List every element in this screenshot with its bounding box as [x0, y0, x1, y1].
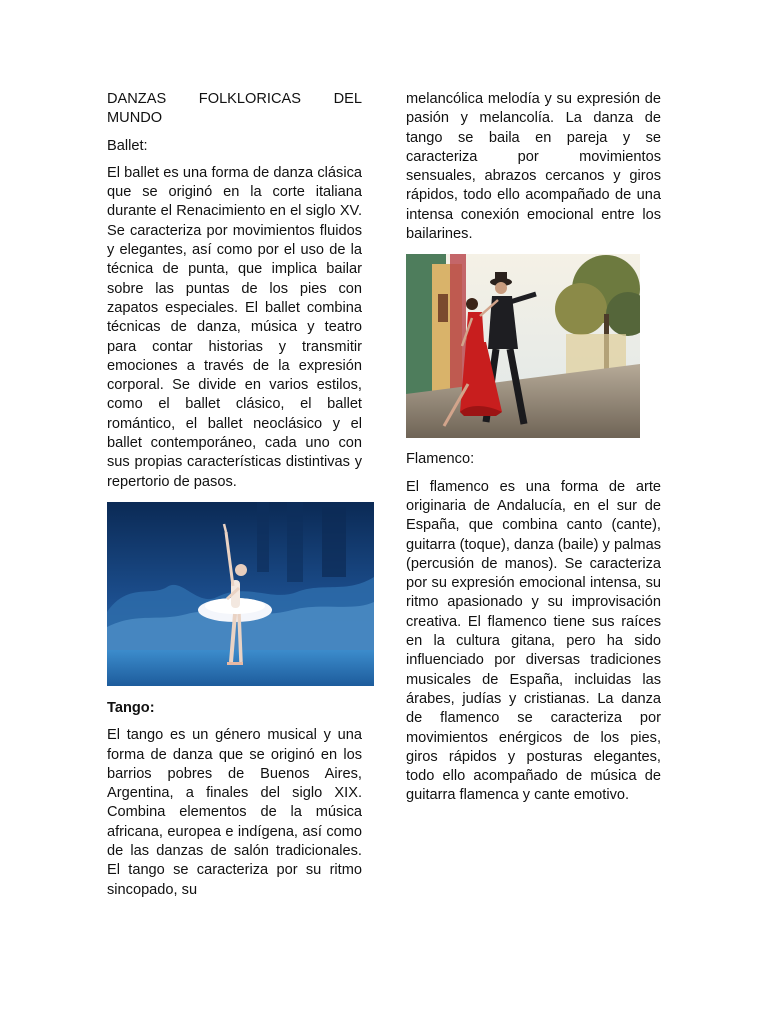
- flamenco-heading: Flamenco:: [406, 451, 475, 468]
- tango-paragraph-part2: melancólica melodía y su expresión de pasión y melancolía. La danza de tango se baila en pareja y se caracteriza por movimientos sensuales, abrazos cercanos y giros rápidos, todo ello acompañado de una intensa conexión emocional entre los bailarines.: [406, 91, 661, 243]
- document-title: DANZAS FOLKLORICAS DEL MUNDO: [107, 91, 362, 127]
- ballet-heading: Ballet:: [107, 137, 148, 154]
- right-column: [406, 90, 661, 814]
- flamenco-paragraph: El flamenco es una forma de arte originaria de Andalucía, en el sur de España, que combina canto (cante), guitarra (toque), danza (baile) y palmas (percusión de manos). Se caracteriza por su expresión emocional intensa, su ritmo apasionado y su improvisación creativa. El flamenco tiene sus raíces en la cultura gitana, pero ha sido influenciado por diversas tradiciones musicales de España, incluidas las árabes, judías y cristianas. La danza de flamenco se caracteriza por movimientos enérgicos de los pies, giros rápidos y posturas elegantes, todo ello acompañado de música de guitarra flamenca y cante emotivo.: [406, 478, 661, 804]
- tango-paragraph-part1: El tango es un género musical y una forma de danza que se originó en los barrios pobres de Buenos Aires, Argentina, a finales del siglo XIX. Combina elementos de la música africana, europea e indígena, así como de las danzas de salón tradicionales. El tango se caracteriza por su ritmo sincopado, su: [107, 727, 362, 898]
- ballet-photo: [107, 502, 374, 686]
- tango-photo: [406, 254, 640, 438]
- tango-heading: Tango:: [107, 699, 155, 716]
- left-column: [107, 90, 362, 908]
- ballet-paragraph: El ballet es una forma de danza clásica que se originó en la corte italiana durante el Renacimiento en el siglo XV. Se caracteriza por movimientos fluidos y elegantes, así como por el uso de la técnica de punta, que implica bailar sobre las puntas de los pies con zapatos especiales. El ballet combina técnicas de danza, música y teatro para contar historias y transmitir emociones a través de la expresión corporal. Se divide en varios estilos, como el ballet clásico, el ballet romántico, el ballet neoclásico y el ballet contemporáneo, cada uno con sus propias características distintivas y repertorio de pasos.: [107, 164, 362, 490]
